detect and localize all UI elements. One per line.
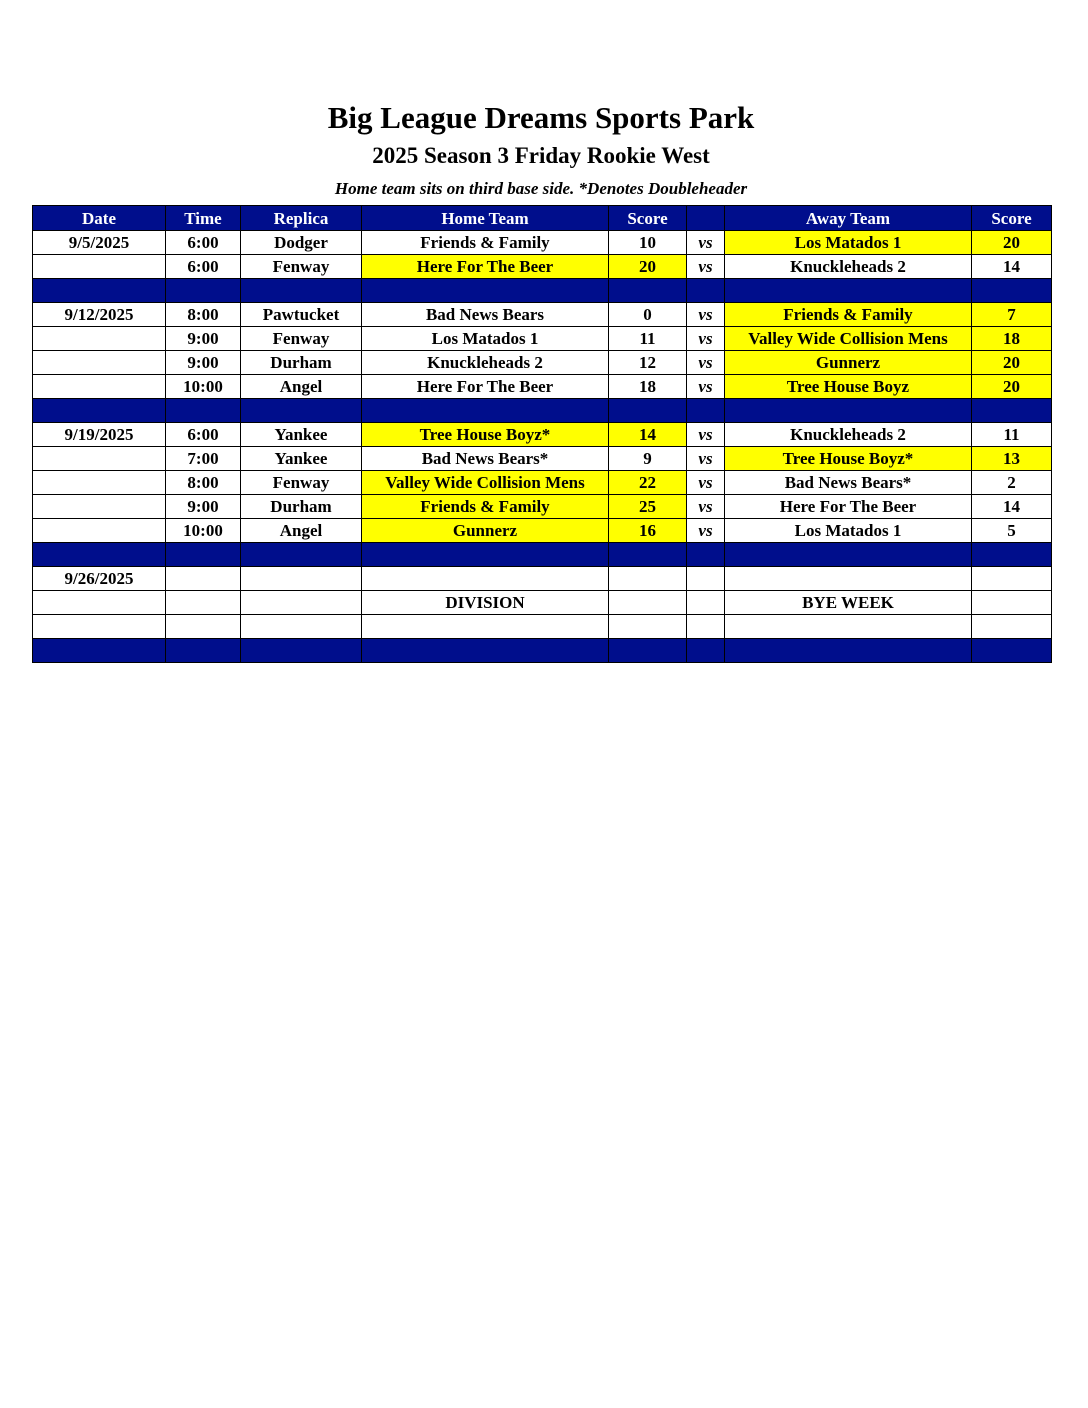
home-score-cell: 25 bbox=[609, 495, 687, 519]
away-team-cell: Here For The Beer bbox=[725, 495, 972, 519]
date-cell: 9/26/2025 bbox=[33, 567, 166, 591]
table-row bbox=[33, 255, 1052, 279]
separator-cell bbox=[241, 543, 362, 567]
separator-row bbox=[33, 279, 1052, 303]
away-score-cell: 20 bbox=[972, 231, 1052, 255]
vs-cell bbox=[687, 591, 725, 615]
date-cell: 9/5/2025 bbox=[33, 231, 166, 255]
away-team-cell: Friends & Family bbox=[725, 303, 972, 327]
date-cell bbox=[33, 615, 166, 639]
home-team-cell: Tree House Boyz* bbox=[362, 423, 609, 447]
table-row bbox=[33, 423, 1052, 447]
away-score-cell: 18 bbox=[972, 327, 1052, 351]
home-team-cell: Here For The Beer bbox=[362, 375, 609, 399]
replica-cell: Fenway bbox=[241, 255, 362, 279]
replica-cell: Pawtucket bbox=[241, 303, 362, 327]
schedule-table bbox=[32, 205, 1052, 663]
column-header-away-team: Away Team bbox=[725, 206, 972, 231]
replica-cell: Angel bbox=[241, 375, 362, 399]
separator-cell bbox=[725, 279, 972, 303]
home-team-cell: Knuckleheads 2 bbox=[362, 351, 609, 375]
schedule-body bbox=[33, 231, 1052, 663]
away-team-cell: Los Matados 1 bbox=[725, 231, 972, 255]
replica-cell: Fenway bbox=[241, 327, 362, 351]
table-row bbox=[33, 519, 1052, 543]
date-cell bbox=[33, 471, 166, 495]
away-team-cell: Tree House Boyz bbox=[725, 375, 972, 399]
separator-cell bbox=[687, 543, 725, 567]
page-subtitle: 2025 Season 3 Friday Rookie West bbox=[372, 143, 710, 168]
away-team-cell bbox=[725, 567, 972, 591]
table-row bbox=[33, 615, 1052, 639]
time-cell: 8:00 bbox=[166, 303, 241, 327]
separator-cell bbox=[609, 543, 687, 567]
vs-cell: vs bbox=[687, 471, 725, 495]
away-team-cell: Gunnerz bbox=[725, 351, 972, 375]
time-cell: 6:00 bbox=[166, 231, 241, 255]
separator-cell bbox=[609, 399, 687, 423]
separator-row bbox=[33, 639, 1052, 663]
replica-cell: Fenway bbox=[241, 471, 362, 495]
home-team-cell: DIVISION bbox=[362, 591, 609, 615]
away-score-cell: 11 bbox=[972, 423, 1052, 447]
column-header-home-team: Home Team bbox=[362, 206, 609, 231]
away-score-cell: 20 bbox=[972, 375, 1052, 399]
replica-cell bbox=[241, 615, 362, 639]
away-score-cell: 14 bbox=[972, 255, 1052, 279]
replica-cell: Yankee bbox=[241, 447, 362, 471]
table-row bbox=[33, 375, 1052, 399]
separator-cell bbox=[33, 639, 166, 663]
separator-row bbox=[33, 543, 1052, 567]
home-team-cell: Valley Wide Collision Mens bbox=[362, 471, 609, 495]
home-team-cell: Bad News Bears* bbox=[362, 447, 609, 471]
vs-cell: vs bbox=[687, 447, 725, 471]
away-score-cell: 14 bbox=[972, 495, 1052, 519]
away-score-cell: 13 bbox=[972, 447, 1052, 471]
table-header-row bbox=[33, 206, 1052, 231]
separator-cell bbox=[609, 639, 687, 663]
column-header-home-score: Score bbox=[609, 206, 687, 231]
date-cell bbox=[33, 351, 166, 375]
date-cell bbox=[33, 375, 166, 399]
date-cell: 9/19/2025 bbox=[33, 423, 166, 447]
date-cell bbox=[33, 447, 166, 471]
separator-cell bbox=[166, 639, 241, 663]
time-cell bbox=[166, 591, 241, 615]
away-score-cell: 7 bbox=[972, 303, 1052, 327]
separator-cell bbox=[241, 639, 362, 663]
time-cell: 9:00 bbox=[166, 495, 241, 519]
separator-cell bbox=[972, 399, 1052, 423]
time-cell: 8:00 bbox=[166, 471, 241, 495]
home-score-cell: 14 bbox=[609, 423, 687, 447]
home-team-cell bbox=[362, 567, 609, 591]
table-row bbox=[33, 495, 1052, 519]
column-header-time: Time bbox=[166, 206, 241, 231]
vs-cell: vs bbox=[687, 519, 725, 543]
home-score-cell bbox=[609, 567, 687, 591]
separator-cell bbox=[972, 543, 1052, 567]
separator-cell bbox=[33, 279, 166, 303]
away-team-cell: Los Matados 1 bbox=[725, 519, 972, 543]
away-team-cell bbox=[725, 615, 972, 639]
vs-cell: vs bbox=[687, 495, 725, 519]
vs-cell: vs bbox=[687, 255, 725, 279]
separator-cell bbox=[725, 543, 972, 567]
home-score-cell: 0 bbox=[609, 303, 687, 327]
away-score-cell: 20 bbox=[972, 351, 1052, 375]
separator-cell bbox=[687, 639, 725, 663]
time-cell: 9:00 bbox=[166, 351, 241, 375]
home-score-cell: 12 bbox=[609, 351, 687, 375]
home-score-cell: 9 bbox=[609, 447, 687, 471]
home-score-cell: 20 bbox=[609, 255, 687, 279]
time-cell: 9:00 bbox=[166, 327, 241, 351]
vs-cell bbox=[687, 615, 725, 639]
table-row bbox=[33, 591, 1052, 615]
replica-cell: Dodger bbox=[241, 231, 362, 255]
separator-cell bbox=[687, 279, 725, 303]
separator-cell bbox=[362, 279, 609, 303]
date-cell bbox=[33, 255, 166, 279]
home-team-cell: Gunnerz bbox=[362, 519, 609, 543]
separator-cell bbox=[166, 543, 241, 567]
separator-cell bbox=[362, 639, 609, 663]
time-cell bbox=[166, 615, 241, 639]
away-team-cell: Valley Wide Collision Mens bbox=[725, 327, 972, 351]
separator-cell bbox=[33, 399, 166, 423]
table-row bbox=[33, 447, 1052, 471]
column-header-date: Date bbox=[33, 206, 166, 231]
time-cell: 7:00 bbox=[166, 447, 241, 471]
time-cell: 6:00 bbox=[166, 255, 241, 279]
away-team-cell: Tree House Boyz* bbox=[725, 447, 972, 471]
replica-cell bbox=[241, 591, 362, 615]
vs-cell bbox=[687, 567, 725, 591]
vs-cell: vs bbox=[687, 231, 725, 255]
separator-cell bbox=[725, 399, 972, 423]
vs-cell: vs bbox=[687, 303, 725, 327]
separator-cell bbox=[609, 279, 687, 303]
date-cell bbox=[33, 591, 166, 615]
table-row bbox=[33, 327, 1052, 351]
column-header-replica: Replica bbox=[241, 206, 362, 231]
home-score-cell: 16 bbox=[609, 519, 687, 543]
date-cell bbox=[33, 495, 166, 519]
separator-cell bbox=[725, 639, 972, 663]
separator-cell bbox=[362, 399, 609, 423]
replica-cell bbox=[241, 567, 362, 591]
replica-cell: Durham bbox=[241, 495, 362, 519]
table-row bbox=[33, 231, 1052, 255]
separator-cell bbox=[241, 279, 362, 303]
vs-cell: vs bbox=[687, 423, 725, 447]
home-score-cell: 10 bbox=[609, 231, 687, 255]
home-score-cell: 18 bbox=[609, 375, 687, 399]
away-score-cell: 2 bbox=[972, 471, 1052, 495]
replica-cell: Angel bbox=[241, 519, 362, 543]
away-score-cell bbox=[972, 567, 1052, 591]
schedule-note: Home team sits on third base side. *Denotes Doubleheader bbox=[334, 179, 748, 198]
home-team-cell: Los Matados 1 bbox=[362, 327, 609, 351]
time-cell: 10:00 bbox=[166, 375, 241, 399]
separator-row bbox=[33, 399, 1052, 423]
away-team-cell: BYE WEEK bbox=[725, 591, 972, 615]
date-cell bbox=[33, 327, 166, 351]
home-score-cell: 22 bbox=[609, 471, 687, 495]
separator-cell bbox=[687, 399, 725, 423]
home-score-cell bbox=[609, 615, 687, 639]
separator-cell bbox=[972, 279, 1052, 303]
separator-cell bbox=[972, 639, 1052, 663]
replica-cell: Durham bbox=[241, 351, 362, 375]
column-header-away-score: Score bbox=[972, 206, 1052, 231]
home-team-cell: Here For The Beer bbox=[362, 255, 609, 279]
table-row bbox=[33, 471, 1052, 495]
separator-cell bbox=[166, 279, 241, 303]
page-title: Big League Dreams Sports Park bbox=[327, 100, 755, 135]
separator-cell bbox=[33, 543, 166, 567]
away-score-cell: 5 bbox=[972, 519, 1052, 543]
away-team-cell: Knuckleheads 2 bbox=[725, 255, 972, 279]
separator-cell bbox=[362, 543, 609, 567]
column-header-vs bbox=[687, 206, 725, 231]
separator-cell bbox=[241, 399, 362, 423]
time-cell bbox=[166, 567, 241, 591]
table-row bbox=[33, 303, 1052, 327]
home-team-cell bbox=[362, 615, 609, 639]
vs-cell: vs bbox=[687, 327, 725, 351]
time-cell: 6:00 bbox=[166, 423, 241, 447]
date-cell: 9/12/2025 bbox=[33, 303, 166, 327]
away-team-cell: Bad News Bears* bbox=[725, 471, 972, 495]
vs-cell: vs bbox=[687, 375, 725, 399]
away-score-cell bbox=[972, 591, 1052, 615]
table-row bbox=[33, 351, 1052, 375]
date-cell bbox=[33, 519, 166, 543]
away-team-cell: Knuckleheads 2 bbox=[725, 423, 972, 447]
vs-cell: vs bbox=[687, 351, 725, 375]
home-score-cell bbox=[609, 591, 687, 615]
replica-cell: Yankee bbox=[241, 423, 362, 447]
separator-cell bbox=[166, 399, 241, 423]
home-team-cell: Friends & Family bbox=[362, 495, 609, 519]
away-score-cell bbox=[972, 615, 1052, 639]
home-team-cell: Bad News Bears bbox=[362, 303, 609, 327]
time-cell: 10:00 bbox=[166, 519, 241, 543]
home-score-cell: 11 bbox=[609, 327, 687, 351]
table-row bbox=[33, 567, 1052, 591]
home-team-cell: Friends & Family bbox=[362, 231, 609, 255]
